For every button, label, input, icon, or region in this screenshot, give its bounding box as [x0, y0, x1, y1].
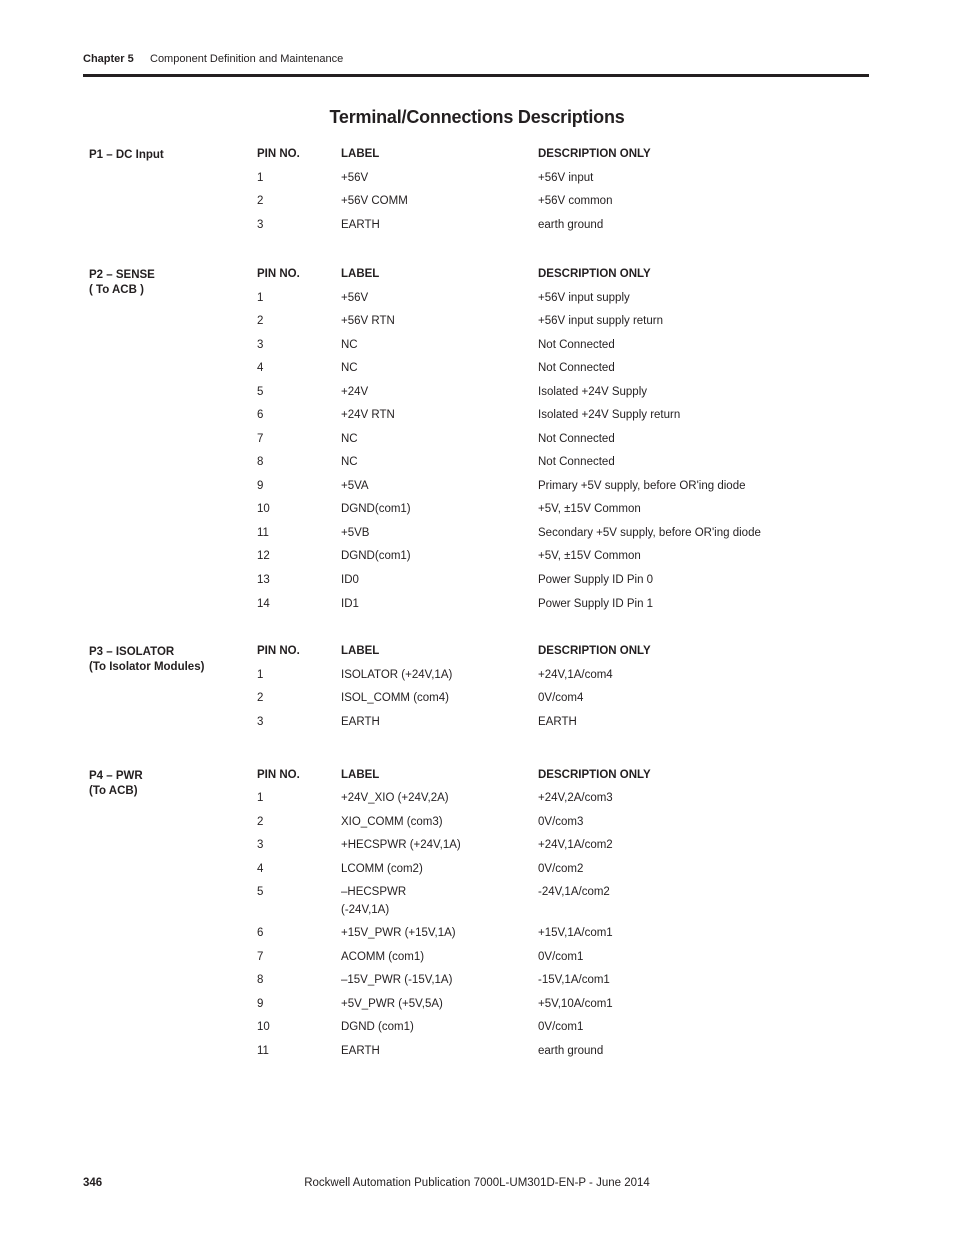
table-row — [0, 692, 954, 710]
pin-label: ISOL_COMM (com4) — [341, 692, 449, 704]
table-row — [0, 927, 954, 945]
pin-number: 2 — [257, 692, 264, 704]
pin-description: +24V,1A/com2 — [538, 839, 613, 851]
group-name-line: ( To ACB ) — [89, 284, 144, 296]
pin-number: 2 — [257, 816, 264, 828]
pin-label: +56V — [341, 292, 369, 304]
group-name-line: P1 – DC Input — [89, 149, 164, 161]
pin-description: Isolated +24V Supply return — [538, 409, 681, 421]
pin-label: EARTH — [341, 716, 380, 728]
pin-number: 8 — [257, 456, 264, 468]
table-row — [0, 574, 954, 592]
table-row — [0, 669, 954, 687]
table-row — [0, 315, 954, 333]
pin-number: 5 — [257, 886, 264, 898]
pin-description: +5V, ±15V Common — [538, 503, 641, 515]
pin-label: ID0 — [341, 574, 359, 586]
pin-description: +15V,1A/com1 — [538, 927, 613, 939]
pin-label: DGND(com1) — [341, 550, 411, 562]
running-header — [83, 53, 344, 65]
pin-label: +24V — [341, 386, 369, 398]
column-header-row — [0, 148, 954, 166]
pin-description: 0V/com1 — [538, 951, 584, 963]
table-row — [0, 1045, 954, 1063]
label-header: LABEL — [341, 148, 380, 160]
pin-header: PIN NO. — [257, 769, 300, 781]
pin-number: 4 — [257, 362, 264, 374]
pin-number: 7 — [257, 433, 264, 445]
pin-number: 3 — [257, 339, 264, 351]
pin-label: +5VB — [341, 527, 370, 539]
pin-label: NC — [341, 456, 358, 468]
pin-label: +24V RTN — [341, 409, 395, 421]
pin-description: +5V,10A/com1 — [538, 998, 613, 1010]
table-row — [0, 716, 954, 734]
pin-description: EARTH — [538, 716, 577, 728]
pin-number: 11 — [257, 527, 269, 539]
pin-label: EARTH — [341, 219, 380, 231]
pin-label: ISOLATOR (+24V,1A) — [341, 669, 453, 681]
pin-label: DGND (com1) — [341, 1021, 414, 1033]
table-row — [0, 386, 954, 404]
pin-number: 14 — [257, 598, 270, 610]
description-header: DESCRIPTION ONLY — [538, 769, 651, 781]
table-row — [0, 172, 954, 190]
table-row — [0, 456, 954, 474]
pin-number: 10 — [257, 503, 270, 515]
table-row — [0, 974, 954, 992]
pin-label: +56V COMM — [341, 195, 408, 207]
pin-label: –15V_PWR (-15V,1A) — [341, 974, 453, 986]
pin-number: 6 — [257, 927, 264, 939]
table-row — [0, 527, 954, 545]
pin-description: Primary +5V supply, before OR'ing diode — [538, 480, 746, 492]
pin-label: NC — [341, 339, 358, 351]
pin-description: Power Supply ID Pin 1 — [538, 598, 654, 610]
pin-number: 2 — [257, 315, 264, 327]
group-name-line: P3 – ISOLATOR — [89, 646, 175, 658]
pin-description: 0V/com2 — [538, 863, 584, 875]
pin-description: +56V input supply return — [538, 315, 663, 327]
pin-description: Secondary +5V supply, before OR'ing diode — [538, 527, 761, 539]
pin-description: -15V,1A/com1 — [538, 974, 610, 986]
description-header: DESCRIPTION ONLY — [538, 645, 651, 657]
pin-number: 3 — [257, 716, 264, 728]
group-name-line: (To Isolator Modules) — [89, 661, 205, 673]
pin-number: 8 — [257, 974, 264, 986]
pin-label: +24V_XIO (+24V,2A) — [341, 792, 449, 804]
pin-label: NC — [341, 362, 358, 374]
page-title: Terminal/Connections Descriptions — [329, 107, 625, 127]
table-row — [0, 886, 954, 916]
pin-number: 4 — [257, 863, 264, 875]
table-row — [0, 503, 954, 521]
pin-label: +5VA — [341, 480, 369, 492]
pin-description: Power Supply ID Pin 0 — [538, 574, 654, 586]
table-row — [0, 362, 954, 380]
table-row — [0, 292, 954, 310]
group-name-line: (To ACB) — [89, 785, 138, 797]
pin-description: +5V, ±15V Common — [538, 550, 641, 562]
pin-number: 9 — [257, 480, 264, 492]
pin-description: +24V,1A/com4 — [538, 669, 613, 681]
table-row — [0, 839, 954, 857]
pin-header: PIN NO. — [257, 645, 300, 657]
pin-label: +15V_PWR (+15V,1A) — [341, 927, 456, 939]
pin-label: ACOMM (com1) — [341, 951, 425, 963]
pin-description: earth ground — [538, 1045, 604, 1057]
pin-number: 5 — [257, 386, 264, 398]
pin-description: -24V,1A/com2 — [538, 886, 610, 898]
pin-label: –HECSPWR — [341, 886, 407, 898]
pin-description: Not Connected — [538, 362, 615, 374]
column-header-row — [0, 268, 954, 286]
pin-number: 1 — [257, 669, 264, 681]
table-row — [0, 1021, 954, 1039]
pin-description: 0V/com4 — [538, 692, 584, 704]
pin-number: 10 — [257, 1021, 270, 1033]
label-header: LABEL — [341, 769, 380, 781]
table-row — [0, 792, 954, 810]
group-name-line: P2 – SENSE — [89, 269, 155, 281]
pin-description: +24V,2A/com3 — [538, 792, 613, 804]
pin-label: +56V — [341, 172, 369, 184]
table-row — [0, 951, 954, 969]
pin-description: earth ground — [538, 219, 604, 231]
pin-description: +56V input supply — [538, 292, 630, 304]
pin-label: +5V_PWR (+5V,5A) — [341, 998, 443, 1010]
header-rule — [83, 74, 869, 77]
table-row — [0, 433, 954, 451]
pin-number: 12 — [257, 550, 270, 562]
page-number: 346 — [83, 1177, 103, 1189]
section-title: Component Definition and Maintenance — [150, 53, 344, 65]
pin-header: PIN NO. — [257, 268, 300, 280]
pin-number: 1 — [257, 172, 264, 184]
pin-number: 3 — [257, 219, 264, 231]
column-header-row — [0, 769, 954, 787]
table-row — [0, 339, 954, 357]
pin-number: 7 — [257, 951, 264, 963]
pin-description: Not Connected — [538, 433, 615, 445]
pin-label: +HECSPWR (+24V,1A) — [341, 839, 461, 851]
group-name-line: P4 – PWR — [89, 770, 143, 782]
pin-label-continued: (-24V,1A) — [341, 904, 390, 916]
table-row — [0, 998, 954, 1016]
pin-label: NC — [341, 433, 358, 445]
pin-label: XIO_COMM (com3) — [341, 816, 443, 828]
pin-description: Isolated +24V Supply — [538, 386, 648, 398]
table-row — [0, 219, 954, 237]
pin-number: 3 — [257, 839, 264, 851]
publication-info: Rockwell Automation Publication 7000L-UM301D-EN-P - June 2014 — [304, 1177, 650, 1189]
pin-label: DGND(com1) — [341, 503, 411, 515]
pin-number: 1 — [257, 792, 264, 804]
table-row — [0, 816, 954, 834]
table-row — [0, 598, 954, 616]
table-row — [0, 409, 954, 427]
pin-number: 11 — [257, 1045, 269, 1057]
description-header: DESCRIPTION ONLY — [538, 148, 651, 160]
pin-header: PIN NO. — [257, 148, 300, 160]
column-header-row — [0, 645, 954, 663]
pin-label: EARTH — [341, 1045, 380, 1057]
label-header: LABEL — [341, 645, 380, 657]
pin-number: 6 — [257, 409, 264, 421]
pin-number: 2 — [257, 195, 264, 207]
chapter-label: Chapter 5 — [83, 53, 134, 65]
label-header: LABEL — [341, 268, 380, 280]
table-row — [0, 480, 954, 498]
pin-number: 1 — [257, 292, 264, 304]
pin-description: Not Connected — [538, 339, 615, 351]
pin-number: 9 — [257, 998, 264, 1010]
table-row — [0, 863, 954, 881]
pin-description: 0V/com3 — [538, 816, 584, 828]
pin-label: LCOMM (com2) — [341, 863, 423, 875]
table-row — [0, 550, 954, 568]
pin-label: ID1 — [341, 598, 359, 610]
pin-label: +56V RTN — [341, 315, 395, 327]
pin-description: 0V/com1 — [538, 1021, 584, 1033]
pin-number: 13 — [257, 574, 270, 586]
table-row — [0, 195, 954, 213]
pin-description: +56V common — [538, 195, 613, 207]
pin-description: Not Connected — [538, 456, 615, 468]
description-header: DESCRIPTION ONLY — [538, 268, 651, 280]
pin-description: +56V input — [538, 172, 594, 184]
